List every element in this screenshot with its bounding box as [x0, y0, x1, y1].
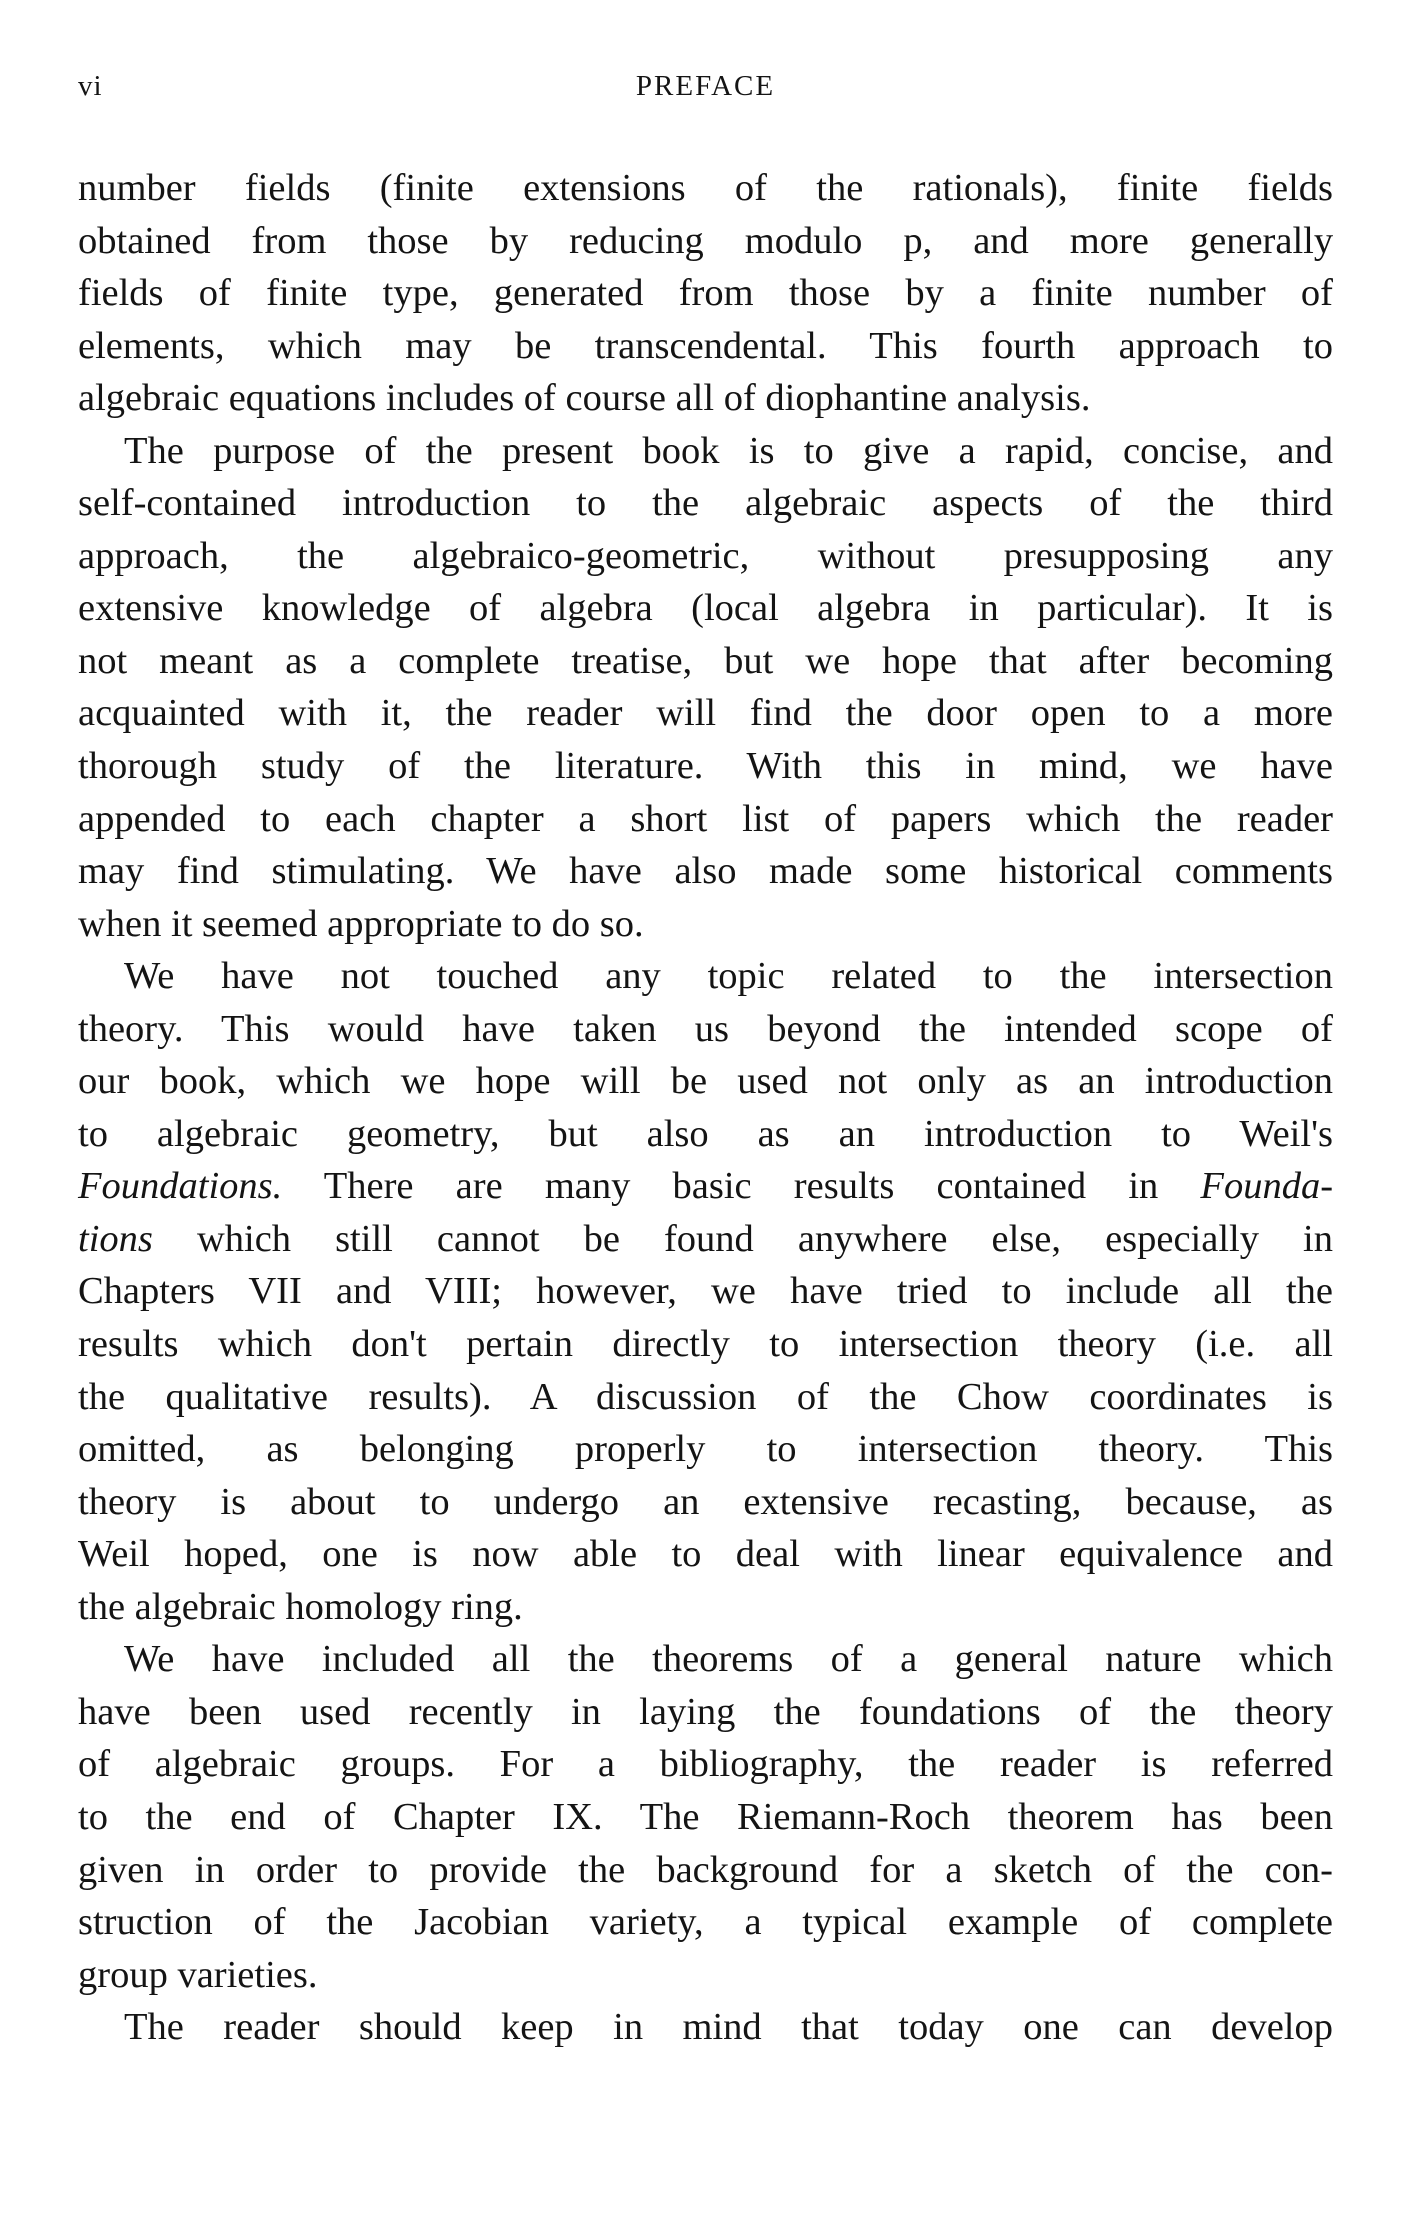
text-line: the qualitative results). A discussion of the Chow coordinates is — [78, 1375, 1333, 1418]
text-line: Weil hoped, one is now able to deal with linear equivalence and — [78, 1533, 1333, 1576]
text-line: results which don't pertain directly to intersection theory (i.e. all — [78, 1323, 1333, 1366]
text-line: We have included all the theorems of a general nature which — [124, 1638, 1333, 1681]
text-line: when it seemed appropriate to do so. — [78, 902, 644, 945]
page-number: vi — [78, 70, 103, 102]
text-line: thorough study of the literature. With this in mind, we have — [78, 745, 1333, 788]
text-line: tions which still cannot be found anywhere else, especially in — [78, 1217, 1333, 1260]
text-line: self-contained introduction to the algebraic aspects of the third — [78, 482, 1333, 525]
text-line: have been used recently in laying the foundations of the theory — [78, 1690, 1333, 1733]
text-line: struction of the Jacobian variety, a typical example of complete — [78, 1901, 1333, 1944]
text-line: Chapters VII and VIII; however, we have tried to include all the — [78, 1270, 1333, 1313]
preface-text — [78, 162, 1333, 2054]
text-line: obtained from those by reducing modulo p, and more generally — [78, 219, 1334, 262]
text-line: elements, which may be transcendental. This fourth approach to — [78, 324, 1333, 367]
text-line: Foundations. There are many basic results contained in Founda- — [78, 1165, 1334, 1208]
text-line: omitted, as belonging properly to intersection theory. This — [78, 1428, 1333, 1471]
text-line: extensive knowledge of algebra (local algebra in particular). It is — [78, 587, 1333, 630]
text-line: theory is about to undergo an extensive recasting, because, as — [78, 1480, 1333, 1523]
text-line: fields of finite type, generated from those by a finite number of — [78, 272, 1333, 315]
text-line: our book, which we hope will be used not only as an introduction — [78, 1060, 1333, 1103]
text-line: approach, the algebraico-geometric, without presupposing any — [78, 534, 1333, 577]
text-line: acquainted with it, the reader will find the door open to a more — [78, 692, 1333, 735]
text-line: The purpose of the present book is to give a rapid, concise, and — [124, 429, 1333, 472]
text-line: the algebraic homology ring. — [78, 1585, 523, 1628]
running-title: PREFACE — [635, 70, 776, 102]
text-line: not meant as a complete treatise, but we hope that after becoming — [78, 639, 1333, 682]
text-line: number fields (finite extensions of the rationals), finite fields — [78, 167, 1333, 209]
running-head — [78, 70, 1333, 120]
text-line: algebraic equations includes of course all of diophantine analysis. — [78, 377, 1091, 420]
text-line: to algebraic geometry, but also as an introduction to Weil's — [78, 1112, 1333, 1155]
text-line: theory. This would have taken us beyond the intended scope of — [78, 1007, 1333, 1050]
text-line: appended to each chapter a short list of papers which the reader — [78, 797, 1333, 840]
text-line: of algebraic groups. For a bibliography, the reader is referred — [78, 1743, 1333, 1786]
text-line: given in order to provide the background for a sketch of the con- — [78, 1848, 1333, 1891]
text-line: The reader should keep in mind that today one can develop — [124, 2006, 1333, 2049]
text-line: group varieties. — [78, 1953, 318, 1996]
text-line: to the end of Chapter IX. The Riemann-Roch theorem has been — [78, 1795, 1333, 1838]
text-line: We have not touched any topic related to the intersection — [124, 955, 1333, 998]
text-line: may find stimulating. We have also made some historical comments — [78, 850, 1333, 893]
